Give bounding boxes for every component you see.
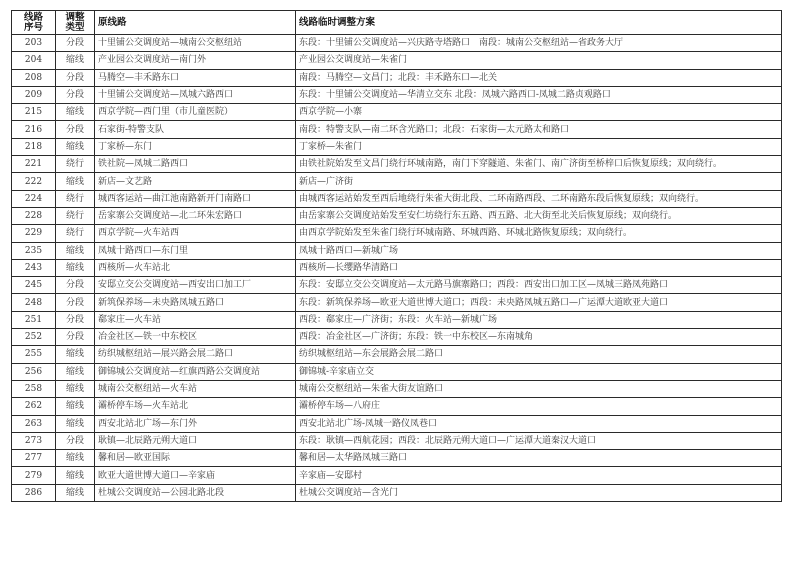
route-adjustment-table bbox=[11, 10, 782, 502]
adjustment-type-cell: 缩线 bbox=[56, 52, 95, 69]
table-header-row bbox=[12, 11, 782, 35]
table-row bbox=[12, 363, 782, 380]
header-line-number bbox=[12, 11, 56, 35]
line-number-cell: 222 bbox=[12, 173, 56, 190]
original-route-cell: 城西客运站—曲江池南路新开门南路口 bbox=[95, 190, 296, 207]
header-line-number-line2: 序号 bbox=[23, 21, 43, 33]
line-number-cell: 204 bbox=[12, 52, 56, 69]
table-row bbox=[12, 242, 782, 259]
original-route-cell: 新店—文艺路 bbox=[95, 173, 296, 190]
original-route-cell: 纺织城枢纽站—展兴路会展二路口 bbox=[95, 346, 296, 363]
original-route-cell: 马腾空—丰禾路东口 bbox=[95, 69, 296, 86]
table-row bbox=[12, 104, 782, 121]
line-number-cell: 258 bbox=[12, 380, 56, 397]
temporary-plan-cell: 西段：冶金社区—广济街；东段：铁一中东校区—东南城角 bbox=[296, 329, 782, 346]
original-route-cell: 丁家桥—东门 bbox=[95, 138, 296, 155]
adjustment-type-cell: 分段 bbox=[56, 432, 95, 449]
adjustment-type-cell: 缩线 bbox=[56, 415, 95, 432]
original-route-cell: 十里铺公交调度站—城南公交枢纽站 bbox=[95, 35, 296, 52]
original-route-cell: 西安北站北广场—东门外 bbox=[95, 415, 296, 432]
line-number-cell: 209 bbox=[12, 86, 56, 103]
temporary-plan-cell: 南段：特警支队—南二环含光路口；北段：石家街—太元路太和路口 bbox=[296, 121, 782, 138]
table-row bbox=[12, 311, 782, 328]
temporary-plan-cell: 东段：耿镇—西航花园；西段：北辰路元朔大道口—广运潭大道秦汉大道口 bbox=[296, 432, 782, 449]
table-row bbox=[12, 138, 782, 155]
adjustment-type-cell: 缩线 bbox=[56, 467, 95, 484]
adjustment-type-cell: 分段 bbox=[56, 121, 95, 138]
line-number-cell: 286 bbox=[12, 484, 56, 501]
adjustment-type-cell: 绕行 bbox=[56, 156, 95, 173]
original-route-cell: 杜城公交调度站—公园北路北段 bbox=[95, 484, 296, 501]
adjustment-type-cell: 缩线 bbox=[56, 259, 95, 276]
table-row bbox=[12, 380, 782, 397]
original-route-cell: 铁社院—凤城二路西口 bbox=[95, 156, 296, 173]
adjustment-type-cell: 分段 bbox=[56, 86, 95, 103]
table-row bbox=[12, 329, 782, 346]
temporary-plan-cell: 东段：十里铺公交调度站—兴庆路寺塔路口 南段：城南公交枢纽站—省政务大厅 bbox=[296, 35, 782, 52]
line-number-cell: 216 bbox=[12, 121, 56, 138]
original-route-cell: 石家街-特警支队 bbox=[95, 121, 296, 138]
table-row bbox=[12, 52, 782, 69]
original-route-cell: 凤城十路西口—东门里 bbox=[95, 242, 296, 259]
original-route-cell: 西京学院—西门里（市儿童医院） bbox=[95, 104, 296, 121]
temporary-plan-cell: 南段：马腾空—文昌门；北段：丰禾路东口—北关 bbox=[296, 69, 782, 86]
temporary-plan-cell: 产业园公交调度站—朱雀门 bbox=[296, 52, 782, 69]
adjustment-type-cell: 分段 bbox=[56, 277, 95, 294]
header-adjustment-type-line2: 类型 bbox=[65, 21, 85, 33]
temporary-plan-cell: 由西京学院始发至朱雀门绕行环城南路、环城西路、环城北路恢复原线；双向绕行。 bbox=[296, 225, 782, 242]
line-number-cell: 263 bbox=[12, 415, 56, 432]
adjustment-type-cell: 绕行 bbox=[56, 225, 95, 242]
line-number-cell: 251 bbox=[12, 311, 56, 328]
table-row bbox=[12, 86, 782, 103]
adjustment-type-cell: 缩线 bbox=[56, 242, 95, 259]
table-row bbox=[12, 432, 782, 449]
original-route-cell: 耿镇—北辰路元朔大道口 bbox=[95, 432, 296, 449]
table-row bbox=[12, 190, 782, 207]
table-row bbox=[12, 69, 782, 86]
original-route-cell: 馨和居—欧亚国际 bbox=[95, 450, 296, 467]
table-row bbox=[12, 35, 782, 52]
adjustment-type-cell: 缩线 bbox=[56, 346, 95, 363]
adjustment-type-cell: 绕行 bbox=[56, 190, 95, 207]
line-number-cell: 252 bbox=[12, 329, 56, 346]
line-number-cell: 221 bbox=[12, 156, 56, 173]
table-row bbox=[12, 173, 782, 190]
adjustment-type-cell: 分段 bbox=[56, 294, 95, 311]
temporary-plan-cell: 东段：安邸立交公交调度站—太元路马旗寨路口；西段：西安出口加工区—凤城三路凤苑路口 bbox=[296, 277, 782, 294]
line-number-cell: 248 bbox=[12, 294, 56, 311]
original-route-cell: 郗家庄—火车站 bbox=[95, 311, 296, 328]
table-row bbox=[12, 294, 782, 311]
line-number-cell: 255 bbox=[12, 346, 56, 363]
adjustment-type-cell: 分段 bbox=[56, 69, 95, 86]
line-number-cell: 218 bbox=[12, 138, 56, 155]
line-number-cell: 279 bbox=[12, 467, 56, 484]
header-adjustment-type-line1: 调整 bbox=[65, 11, 85, 23]
temporary-plan-cell: 由城西客运站始发至西后地绕行朱雀大街北段、二环南路西段、二环南路东段后恢复原线；双向绕行。 bbox=[296, 190, 782, 207]
adjustment-type-cell: 分段 bbox=[56, 35, 95, 52]
temporary-plan-cell: 西京学院—小寨 bbox=[296, 104, 782, 121]
temporary-plan-cell: 由岳家寨公交调度站始发至安仁坊绕行东五路、西五路、北大街至北关后恢复原线；双向绕行。 bbox=[296, 207, 782, 224]
temporary-plan-cell: 杜城公交调度站—含光门 bbox=[296, 484, 782, 501]
table-row bbox=[12, 346, 782, 363]
line-number-cell: 229 bbox=[12, 225, 56, 242]
line-number-cell: 228 bbox=[12, 207, 56, 224]
line-number-cell: 256 bbox=[12, 363, 56, 380]
adjustment-type-cell: 缩线 bbox=[56, 398, 95, 415]
original-route-cell: 西京学院—火车站西 bbox=[95, 225, 296, 242]
adjustment-type-cell: 缩线 bbox=[56, 104, 95, 121]
table-row bbox=[12, 277, 782, 294]
temporary-plan-cell: 东段：十里铺公交调度站—华清立交东 北段：凤城六路西口-凤城二路贞观路口 bbox=[296, 86, 782, 103]
header-temporary-plan: 线路临时调整方案 bbox=[296, 11, 782, 35]
temporary-plan-cell: 东段：新筑保养场—欧亚大道世博大道口；西段：未央路凤城五路口—广运潭大道欧亚大道口 bbox=[296, 294, 782, 311]
table-row bbox=[12, 121, 782, 138]
adjustment-type-cell: 绕行 bbox=[56, 207, 95, 224]
original-route-cell: 欧亚大道世博大道口—辛家庙 bbox=[95, 467, 296, 484]
line-number-cell: 235 bbox=[12, 242, 56, 259]
table-row bbox=[12, 156, 782, 173]
line-number-cell: 245 bbox=[12, 277, 56, 294]
temporary-plan-cell: 由铁社院始发至文昌门绕行环城南路，南门下穿隧道、朱雀门、南广济街至桥梓口后恢复原线；双向绕行。 bbox=[296, 156, 782, 173]
original-route-cell: 产业园公交调度站—南门外 bbox=[95, 52, 296, 69]
temporary-plan-cell: 西核所—长缨路华清路口 bbox=[296, 259, 782, 276]
temporary-plan-cell: 西安北站北广场-凤城一路仪凤巷口 bbox=[296, 415, 782, 432]
adjustment-type-cell: 缩线 bbox=[56, 363, 95, 380]
adjustment-type-cell: 缩线 bbox=[56, 380, 95, 397]
adjustment-type-cell: 缩线 bbox=[56, 450, 95, 467]
temporary-plan-cell: 新店—广济街 bbox=[296, 173, 782, 190]
line-number-cell: 224 bbox=[12, 190, 56, 207]
temporary-plan-cell: 灞桥停车场—八府庄 bbox=[296, 398, 782, 415]
table-row bbox=[12, 225, 782, 242]
line-number-cell: 203 bbox=[12, 35, 56, 52]
original-route-cell: 十里铺公交调度站—凤城六路西口 bbox=[95, 86, 296, 103]
original-route-cell: 城南公交枢纽站—火车站 bbox=[95, 380, 296, 397]
temporary-plan-cell: 凤城十路西口—新城广场 bbox=[296, 242, 782, 259]
header-original-route: 原线路 bbox=[95, 11, 296, 35]
adjustment-type-cell: 缩线 bbox=[56, 138, 95, 155]
table-row bbox=[12, 450, 782, 467]
temporary-plan-cell: 辛家庙—安邸村 bbox=[296, 467, 782, 484]
table-row bbox=[12, 207, 782, 224]
table-row bbox=[12, 398, 782, 415]
temporary-plan-cell: 城南公交枢纽站—朱雀大街友谊路口 bbox=[296, 380, 782, 397]
table-row bbox=[12, 484, 782, 501]
line-number-cell: 262 bbox=[12, 398, 56, 415]
original-route-cell: 灞桥停车场—火车站北 bbox=[95, 398, 296, 415]
table-row bbox=[12, 415, 782, 432]
adjustment-type-cell: 分段 bbox=[56, 311, 95, 328]
line-number-cell: 273 bbox=[12, 432, 56, 449]
original-route-cell: 西核所—火车站北 bbox=[95, 259, 296, 276]
original-route-cell: 冶金社区—铁一中东校区 bbox=[95, 329, 296, 346]
temporary-plan-cell: 西段：郗家庄—广济街；东段：火车站—新城广场 bbox=[296, 311, 782, 328]
temporary-plan-cell: 御锦城-辛家庙立交 bbox=[296, 363, 782, 380]
table-row bbox=[12, 467, 782, 484]
line-number-cell: 215 bbox=[12, 104, 56, 121]
temporary-plan-cell: 纺织城枢纽站—东会展路会展二路口 bbox=[296, 346, 782, 363]
original-route-cell: 新筑保养场—未央路凤城五路口 bbox=[95, 294, 296, 311]
line-number-cell: 208 bbox=[12, 69, 56, 86]
adjustment-type-cell: 缩线 bbox=[56, 484, 95, 501]
adjustment-type-cell: 缩线 bbox=[56, 173, 95, 190]
temporary-plan-cell: 馨和居—太华路凤城三路口 bbox=[296, 450, 782, 467]
adjustment-type-cell: 分段 bbox=[56, 329, 95, 346]
line-number-cell: 277 bbox=[12, 450, 56, 467]
original-route-cell: 安邸立交公交调度站—西安出口加工厂 bbox=[95, 277, 296, 294]
header-line-number-line1: 线路 bbox=[23, 11, 43, 23]
line-number-cell: 243 bbox=[12, 259, 56, 276]
temporary-plan-cell: 丁家桥—朱雀门 bbox=[296, 138, 782, 155]
table-row bbox=[12, 259, 782, 276]
original-route-cell: 御锦城公交调度站—红旗西路公交调度站 bbox=[95, 363, 296, 380]
header-adjustment-type bbox=[56, 11, 95, 35]
original-route-cell: 岳家寨公交调度站—北二环朱宏路口 bbox=[95, 207, 296, 224]
